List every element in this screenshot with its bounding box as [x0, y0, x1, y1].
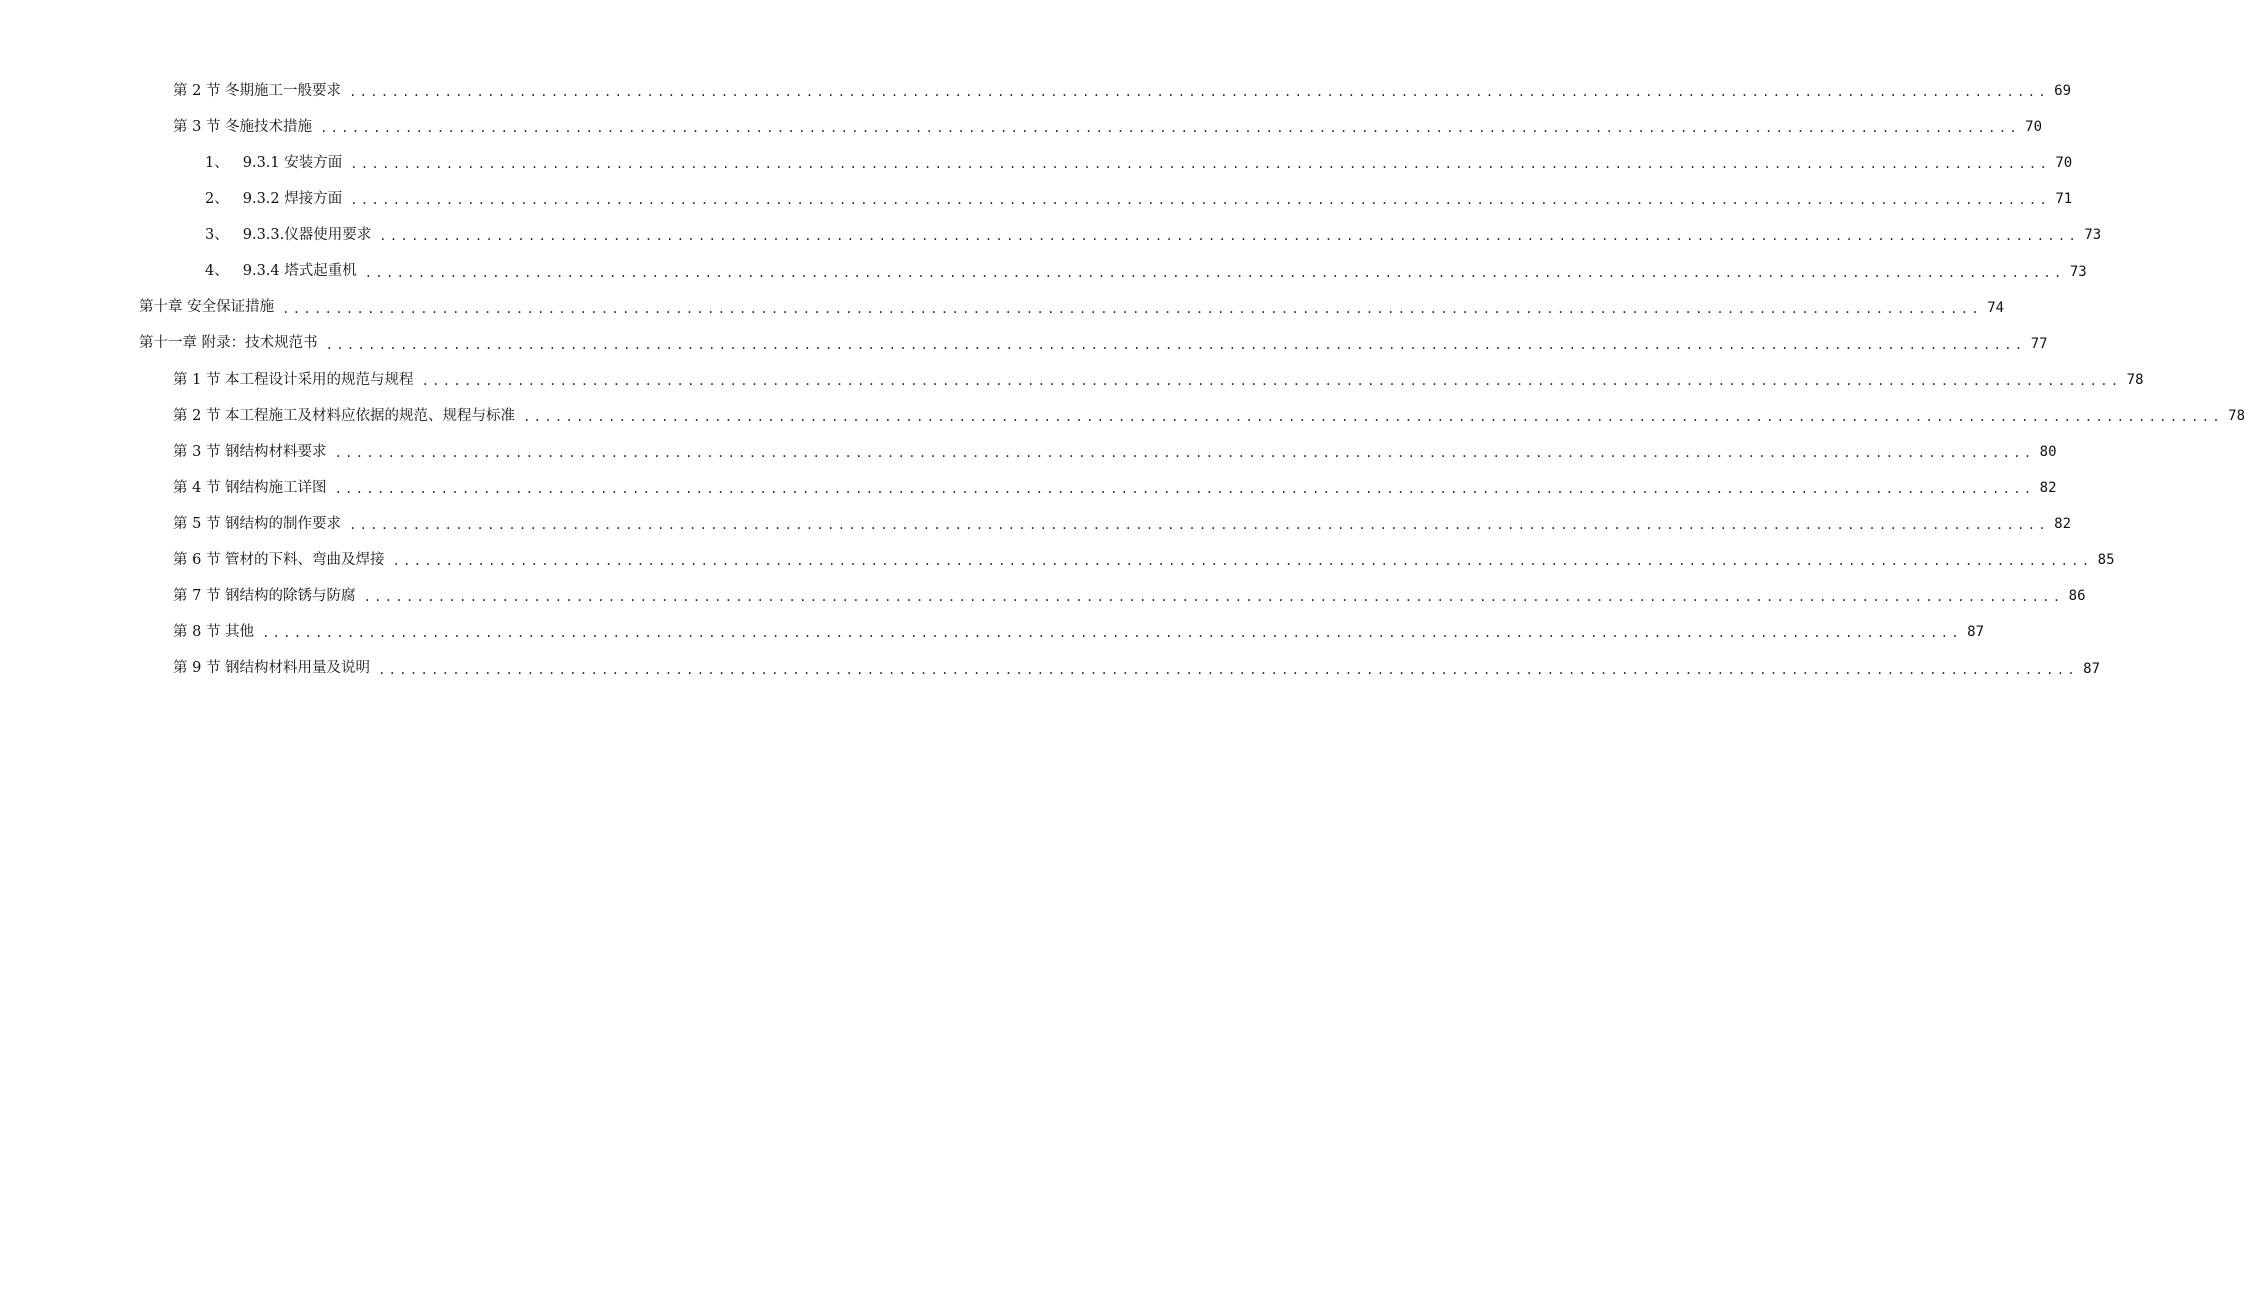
toc-entry[interactable] — [0, 470, 2057, 506]
toc-leader-dots: ................................................................................................................................................................ — [421, 373, 2122, 388]
toc-entry-page: 86 — [2068, 588, 2086, 605]
toc-leader-dots: ................................................................................................................................................................ — [523, 409, 2223, 424]
toc-entry[interactable] — [0, 434, 2057, 470]
toc-entry[interactable] — [0, 217, 2102, 253]
toc-entry-page: 85 — [2097, 552, 2115, 569]
toc-entry[interactable] — [0, 326, 2048, 362]
toc-entry-title: 第 2 节 本工程施工及材料应依据的规范、规程与标准 — [173, 407, 516, 424]
toc-entry-title: 3、 9.3.3.仪器使用要求 — [205, 227, 372, 244]
toc-leader-dots: ................................................................................................................................................................ — [392, 554, 2093, 569]
toc-leader-dots: ................................................................................................................................................................ — [349, 518, 2049, 533]
toc-entry[interactable] — [0, 542, 2115, 578]
toc-entry-page: 70 — [2055, 155, 2073, 172]
toc-entry-page: 69 — [2054, 83, 2071, 100]
toc-entry-title: 第 4 节 钢结构施工详图 — [173, 479, 327, 496]
toc-leader-dots: ................................................................................................................................................................ — [350, 157, 2051, 172]
toc-entry[interactable] — [0, 253, 2087, 289]
toc-entry-page: 77 — [2030, 335, 2048, 352]
toc-leader-dots: ................................................................................................................................................................ — [378, 662, 2078, 677]
toc-leader-dots: ................................................................................................................................................................ — [282, 301, 1983, 316]
toc-leader-dots: ................................................................................................................................................................ — [262, 626, 1962, 641]
toc-entry-title: 第 8 节 其他 — [173, 624, 255, 641]
toc-entry[interactable] — [0, 290, 2005, 326]
toc-entry-page: 87 — [2083, 660, 2100, 677]
toc-entry-number: 3、 — [205, 227, 229, 244]
toc-entry-page: 82 — [2039, 480, 2057, 497]
toc-entry[interactable] — [0, 145, 2073, 181]
toc-leader-dots: ................................................................................................................................................................ — [379, 229, 2080, 244]
toc-entry[interactable] — [0, 651, 2100, 687]
toc-entry[interactable] — [0, 73, 2071, 109]
toc-entry-title: 第十章 安全保证措施 — [139, 299, 275, 316]
toc-entry-page: 78 — [2228, 407, 2245, 424]
toc-entry-number: 4、 — [205, 263, 229, 280]
toc-entry[interactable] — [0, 362, 2144, 398]
toc-entry-title: 2、 9.3.2 焊接方面 — [205, 191, 343, 208]
toc-leader-dots: ................................................................................................................................................................ — [350, 193, 2051, 208]
toc-entry-title: 第 6 节 管材的下料、弯曲及焊接 — [173, 552, 385, 569]
toc-entry[interactable] — [0, 614, 1984, 650]
toc-entry-page: 74 — [1987, 299, 2005, 316]
toc-entry-page: 78 — [2126, 371, 2144, 388]
toc-leader-dots: ................................................................................................................................................................ — [334, 445, 2035, 460]
toc-entry-title: 1、 9.3.1 安装方面 — [205, 154, 343, 171]
toc-entry-page: 87 — [1967, 624, 1984, 641]
toc-entry-page: 80 — [2039, 443, 2057, 460]
toc-entry-page: 70 — [2025, 119, 2042, 136]
toc-leader-dots: ................................................................................................................................................................ — [325, 337, 2026, 352]
toc-entry-title: 第十一章 附录：技术规范书 — [139, 335, 318, 352]
toc-entry-title: 第 2 节 冬期施工一般要求 — [173, 82, 342, 99]
toc-leader-dots: ................................................................................................................................................................ — [349, 85, 2049, 100]
toc-entry-title: 第 3 节 钢结构材料要求 — [173, 443, 327, 460]
toc-leader-dots: ................................................................................................................................................................ — [363, 590, 2064, 605]
toc-entry[interactable] — [0, 398, 2245, 434]
toc-entry-number: 2、 — [205, 191, 229, 208]
toc-entry-title: 第 5 节 钢结构的制作要求 — [173, 515, 342, 532]
toc-entry-title: 第 3 节 冬施技术措施 — [173, 118, 313, 135]
toc-entry-number: 1、 — [205, 154, 229, 171]
toc-entry[interactable] — [0, 109, 2042, 145]
toc-entry-page: 73 — [2084, 227, 2102, 244]
toc-entry-title: 第 9 节 钢结构材料用量及说明 — [173, 660, 371, 677]
table-of-contents — [0, 73, 2245, 687]
toc-leader-dots: ................................................................................................................................................................ — [364, 265, 2065, 280]
toc-entry-title: 4、 9.3.4 塔式起重机 — [205, 263, 357, 280]
toc-entry-title: 第 1 节 本工程设计采用的规范与规程 — [173, 371, 414, 388]
toc-entry-page: 82 — [2054, 516, 2071, 533]
toc-entry[interactable] — [0, 181, 2073, 217]
toc-entry-page: 71 — [2055, 191, 2073, 208]
toc-entry[interactable] — [0, 578, 2086, 614]
toc-entry[interactable] — [0, 506, 2071, 542]
toc-leader-dots: ................................................................................................................................................................ — [334, 482, 2035, 497]
toc-entry-title: 第 7 节 钢结构的除锈与防腐 — [173, 588, 356, 605]
toc-entry-page: 73 — [2069, 263, 2087, 280]
toc-leader-dots: ................................................................................................................................................................ — [320, 121, 2020, 136]
